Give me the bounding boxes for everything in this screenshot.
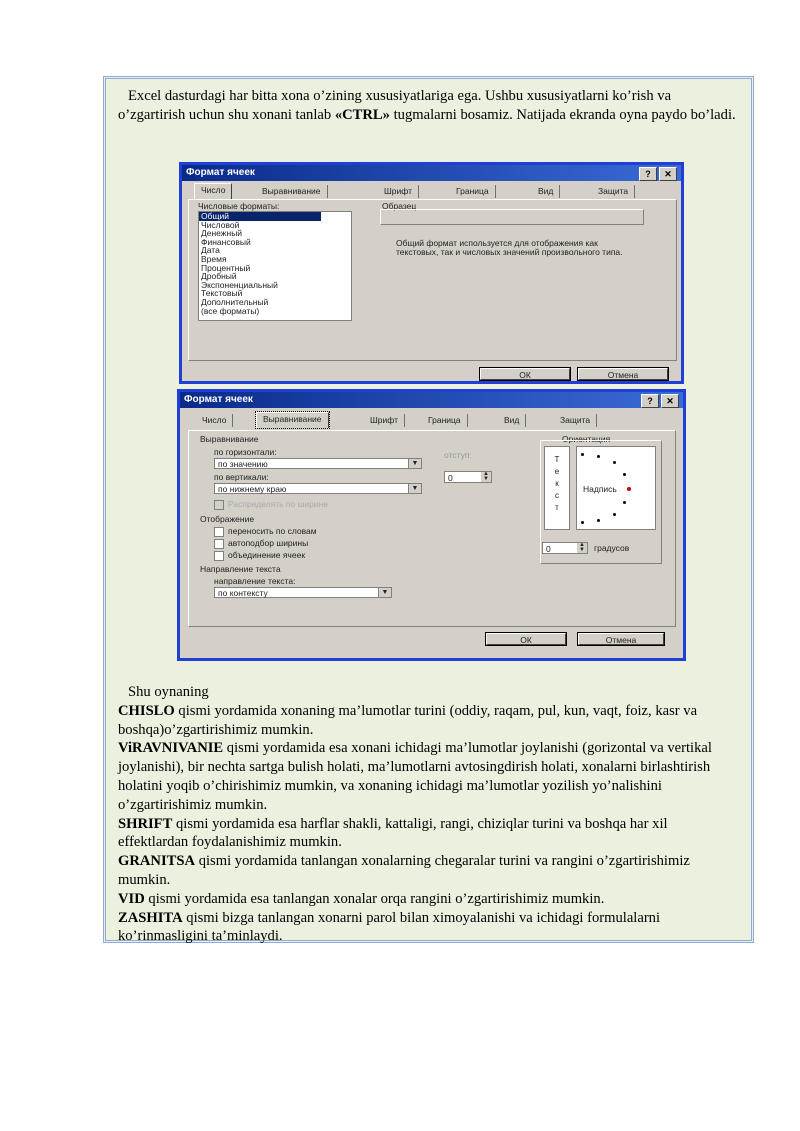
spinner-arrows-icon[interactable]: ▲ ▼	[481, 472, 491, 482]
orientation-dot	[597, 455, 600, 458]
dialog-titlebar	[180, 392, 683, 408]
intro-text: Excel dasturdagi har bitta xona o’zining xususiyatlariga ega. Ushbu xususiyatlarni ko’rish va o’zgartirish uchun shu xonani tanlab	[118, 88, 672, 123]
tab-font[interactable]: Шрифт	[364, 414, 405, 427]
horizontal-value: по значению	[218, 459, 268, 469]
item-shrift	[118, 815, 741, 853]
tab-number[interactable]: Число	[196, 414, 233, 427]
vertical-text-letter: т	[555, 503, 559, 512]
ok-button[interactable]: ОК	[480, 368, 570, 380]
help-button[interactable]: ?	[639, 167, 657, 181]
format-item[interactable]: Дата	[201, 245, 220, 256]
item-term: SHRIFT	[118, 815, 173, 832]
distributed-label: Распределять по ширине	[228, 499, 329, 509]
content-frame	[103, 76, 754, 943]
tab-bar	[186, 414, 677, 428]
orientation-dot	[597, 519, 600, 522]
item-term: GRANITSA	[118, 853, 196, 870]
shrink-to-fit-label: автоподбор ширины	[228, 538, 309, 548]
format-cells-dialog-number	[179, 162, 684, 384]
distributed-checkbox[interactable]	[214, 500, 224, 510]
format-item[interactable]: Общий	[199, 212, 321, 221]
inscription-label: Надпись	[583, 484, 617, 494]
chevron-down-icon[interactable]: ▼	[408, 484, 421, 493]
item-text: qismi yordamida esa tanlangan xonalar orqa rangini o’zgartirishimiz mumkin.	[144, 890, 605, 907]
item-term: ViRAVNIVANIE	[118, 740, 224, 757]
item-term: ZASHITA	[118, 909, 183, 926]
orientation-dot	[623, 473, 626, 476]
orientation-dot	[623, 501, 626, 504]
indent-spinner[interactable]	[444, 471, 492, 483]
format-item[interactable]: Время	[201, 253, 227, 264]
formats-label: Числовые форматы:	[198, 201, 280, 211]
tab-border[interactable]: Граница	[422, 414, 468, 427]
format-item[interactable]: Процентный	[201, 262, 251, 273]
explanation-section	[118, 683, 741, 946]
tab-fill[interactable]: Вид	[498, 414, 526, 427]
dialog-titlebar	[182, 165, 681, 181]
item-text: qismi yordamida esa harflar shakli, kattaligi, rangi, chiziqlar turini va boshqa har xil effektlardan foydalanishimiz mumkin.	[118, 815, 668, 851]
vertical-text-letter: Т	[554, 455, 560, 464]
tab-border[interactable]: Граница	[450, 185, 496, 198]
tab-alignment[interactable]: Выравнивание	[256, 185, 328, 198]
intro-paragraph	[118, 87, 741, 125]
orientation-dot	[581, 521, 584, 524]
horizontal-label: по горизонтали:	[214, 447, 277, 457]
text-direction-section-label: Направление текста	[200, 564, 281, 574]
item-text: qismi bizga tanlangan xonarni parol bilan ximoyalanishi va ichidagi formulalarni ko’rinmasligini ta’minlaydi.	[118, 909, 661, 945]
item-chislo	[118, 702, 741, 740]
tab-fill[interactable]: Вид	[532, 185, 560, 198]
tab-alignment[interactable]: Выравнивание	[256, 412, 329, 428]
help-button[interactable]: ?	[641, 394, 659, 408]
format-item[interactable]: Числовой	[201, 219, 240, 230]
ctrl-key-text: «CTRL»	[334, 106, 390, 123]
format-description: Общий формат используется для отображения как текстовых, так и числовых значений произвольного типа.	[396, 238, 623, 257]
format-item[interactable]: Экспоненциальный	[201, 279, 278, 290]
merge-cells-checkbox[interactable]	[214, 551, 224, 561]
text-direction-select[interactable]	[214, 587, 392, 598]
format-item[interactable]: Финансовый	[201, 236, 251, 247]
text-direction-value: по контексту	[218, 588, 268, 598]
format-cells-dialog-alignment	[177, 389, 686, 661]
chevron-down-icon[interactable]: ▼	[378, 588, 391, 597]
orientation-pointer[interactable]	[627, 487, 631, 491]
tab-protection[interactable]: Защита	[592, 185, 635, 198]
format-item[interactable]: Дополнительный	[201, 296, 269, 307]
tab-protection[interactable]: Защита	[554, 414, 597, 427]
degrees-label: градусов	[594, 543, 630, 553]
shrink-to-fit-checkbox[interactable]	[214, 539, 224, 549]
merge-cells-label: объединение ячеек	[228, 550, 306, 560]
wrap-text-label: переносить по словам	[228, 526, 317, 536]
chevron-down-icon[interactable]: ▼	[408, 459, 421, 468]
indent-value: 0	[448, 473, 453, 483]
formats-listbox[interactable]	[198, 211, 352, 321]
format-item[interactable]: Текстовый	[201, 288, 243, 299]
text-direction-label: направление текста:	[214, 576, 296, 586]
vertical-text-letter: е	[554, 467, 560, 476]
wrap-text-checkbox[interactable]	[214, 527, 224, 537]
cancel-button[interactable]: Отмена	[578, 368, 668, 380]
item-granitsa	[118, 852, 741, 890]
degrees-value: 0	[546, 544, 551, 554]
vertical-text-letter: к	[555, 479, 559, 488]
item-text: qismi yordamida xonaning ma’lumotlar turini (oddiy, raqam, pul, kun, vaqt, foiz, kasr va boshqa)o’zgartirishimiz mumkin.	[118, 702, 698, 738]
orientation-dial[interactable]	[576, 446, 656, 530]
item-viravnivanie	[118, 739, 741, 814]
sample-label: Образец	[382, 201, 417, 211]
orientation-dot	[581, 453, 584, 456]
item-vid	[118, 890, 741, 909]
format-item[interactable]: Дробный	[201, 271, 237, 282]
close-button[interactable]: ✕	[659, 167, 677, 181]
horizontal-select[interactable]	[214, 458, 422, 469]
close-button[interactable]: ✕	[661, 394, 679, 408]
section-lead: Shu oynaning	[128, 684, 209, 700]
indent-label: отступ:	[444, 450, 472, 460]
format-item[interactable]: Денежный	[201, 228, 243, 239]
ok-button[interactable]: ОК	[486, 633, 566, 645]
orientation-dot	[613, 461, 616, 464]
orientation-label: Ориентация	[562, 434, 611, 444]
vertical-text-box[interactable]	[544, 446, 570, 530]
vertical-value: по нижнему краю	[218, 484, 287, 494]
vertical-label: по вертикали:	[214, 472, 269, 482]
item-text: qismi yordamida tanlangan xonalarning chegaralar turini va rangini o’zgartirishimiz mumkin.	[118, 853, 690, 888]
orientation-dot	[613, 513, 616, 516]
intro-text-end: tugmalarni bosamiz. Natijada ekranda oyna paydo bo’ladi.	[389, 106, 736, 123]
dialog-title: Формат ячеек	[186, 167, 255, 178]
item-term: CHISLO	[118, 702, 175, 719]
item-zashita	[118, 909, 741, 947]
item-term: VID	[118, 890, 145, 907]
tab-font[interactable]: Шрифт	[378, 185, 419, 198]
display-section-label: Отображение	[200, 514, 255, 524]
format-item[interactable]: (все форматы)	[201, 305, 260, 316]
tab-number[interactable]: Число	[194, 183, 232, 199]
spinner-arrows-icon[interactable]: ▲ ▼	[577, 543, 587, 553]
dialog-title: Формат ячеек	[184, 394, 253, 405]
sample-box	[380, 209, 644, 225]
item-text: qismi yordamida esa xonani ichidagi ma’lumotlar joylanishi (gorizontal va vertikal joylanishi), bir nechta sartga bulish holati, ma’lumotlarni avtosingdirish holati, xonalarni birlashtirish holatini yoqib o’chirishimiz mumkin, va xonaning ichidagi ma’lumotlar yozilish yo’nalishini o’zgartirishimiz mumkin.	[118, 740, 712, 813]
tab-bar	[188, 185, 675, 199]
vertical-select[interactable]	[214, 483, 422, 494]
degrees-spinner[interactable]	[542, 542, 588, 554]
vertical-text-letter: с	[555, 491, 559, 500]
cancel-button[interactable]: Отмена	[578, 633, 664, 645]
alignment-section-label: Выравнивание	[200, 434, 259, 444]
